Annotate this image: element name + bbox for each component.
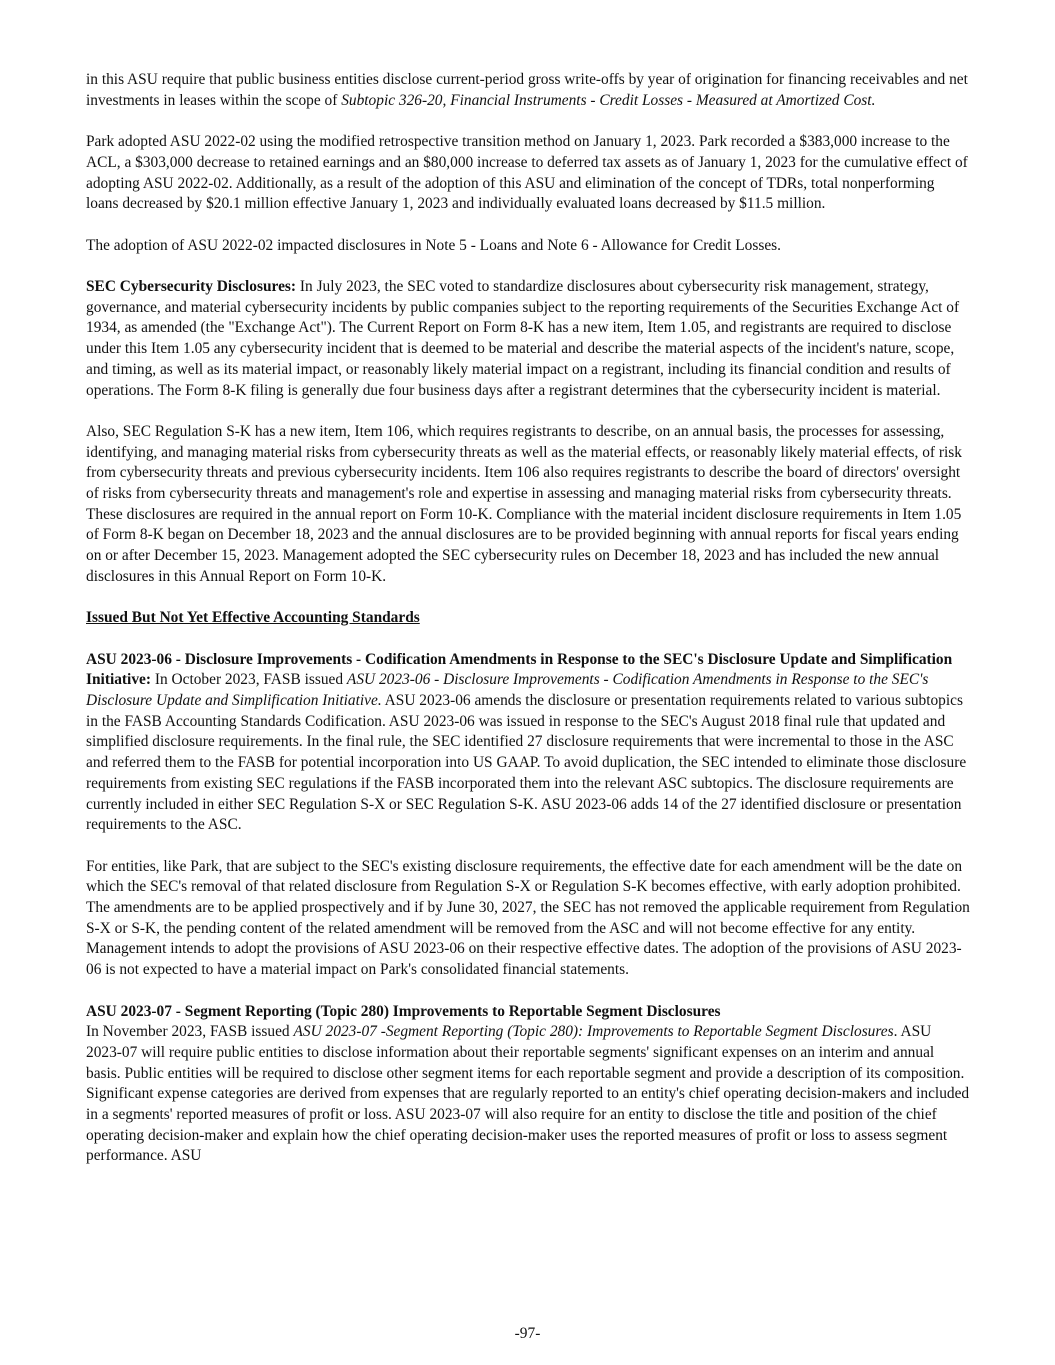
- asu-2023-06-title: ASU 2023-06 - Disclosure Improvements - Codification Amendments in Response to the SEC's Disclosure Update and Simplification Initiative:: [86, 650, 953, 689]
- paragraph-adoption-impact: The adoption of ASU 2022-02 impacted disclosures in Note 5 - Loans and Note 6 - Allowance for Credit Losses.: [86, 236, 782, 254]
- page-number: -97-: [514, 1325, 541, 1342]
- section-heading-issued-standards: Issued But Not Yet Effective Accounting Standards: [86, 609, 420, 627]
- asu-2023-06-reference: ASU 2023-06 - Disclosure Improvements - Codification Amendments in Response to the SEC's Disclosure Update and Simplification Initiative.: [86, 671, 929, 709]
- paragraph-asu-2022-02-writeoffs: in this ASU require that public business entities disclose current-period gross write-offs by year of origination for financing receivables and net investments in leases within the scope of Subtopic 326-20, Financial Instruments - Credit Losses - Measured at Amortized Cost.: [86, 71, 968, 109]
- sec-cybersecurity-title: SEC Cybersecurity Disclosures:: [86, 277, 297, 295]
- asu-2023-07-reference: ASU 2023-07 -Segment Reporting (Topic 280): Improvements to Reportable Segment Disclosures: [293, 1023, 894, 1041]
- asu-2023-07-title: ASU 2023-07 - Segment Reporting (Topic 280) Improvements to Reportable Segment Disclosures: [86, 1002, 721, 1020]
- paragraph-effective-date: For entities, like Park, that are subject to the SEC's existing disclosure requirements, the effective date for each amendment will be the date on which the SEC's removal of that related disclosure from Regulation S-X or Regulation S-K becomes effective, with early adoption prohibited. The amendments are to be applied prospectively and if by June 30, 2027, the SEC has not removed the applicable requirement from Regulation S-X or S-K, the pending content of the related amendment will be removed from the ASC and will not become effective for any entity. Management intends to adopt the provisions of ASU 2023-06 on their respective effective dates. The adoption of the provisions of ASU 2023-06 is not expected to have a material impact on Park's consolidated financial statements.: [86, 857, 970, 979]
- subtopic-326-20-reference: Subtopic 326-20, Financial Instruments - Credit Losses - Measured at Amortized Cost.: [341, 91, 876, 109]
- paragraph-sec-cybersecurity: SEC Cybersecurity Disclosures: In July 2023, the SEC voted to standardize disclosures about cybersecurity risk management, strategy, governance, and material cybersecurity incidents by public companies subject to the reporting requirements of the Securities Exchange Act of 1934, as amended (the "Exchange Act"). The Current Report on Form 8-K has a new item, Item 1.05, and registrants are required to disclose under this Item 1.05 any cybersecurity incident that is deemed to be material and describe the material aspects of the incident's nature, scope, and timing, as well as its material impact, or reasonably likely material impact on a registrant, including its financial condition and results of operations. The Form 8-K filing is generally due four business days after a registrant determines that the cybersecurity incident is material.: [86, 277, 960, 399]
- paragraph-park-adoption: Park adopted ASU 2022-02 using the modified retrospective transition method on January 1, 2023. Park recorded a $383,000 increase to the ACL, a $303,000 decrease to retained earnings and an $80,000 increase to deferred tax assets as of January 1, 2023 for the cumulative effect of adopting ASU 2022-02. Additionally, as a result of the adoption of this ASU and elimination of the concept of TDRs, total nonperforming loans decreased by $20.1 million effective January 1, 2023 and individually evaluated loans decreased by $11.5 million.: [86, 133, 968, 213]
- document-page: [86, 70, 970, 1188]
- paragraph-asu-2023-06: ASU 2023-06 - Disclosure Improvements - Codification Amendments in Response to the SEC's Disclosure Update and Simplification Initiative: In October 2023, FASB issued ASU 2023-06 - Disclosure Improvements - Codification Amendments in Response to the SEC's Disclosure Update and Simplification Initiative. ASU 2023-06 amends the disclosure or presentation requirements related to various subtopics in the FASB Accounting Standards Codification. ASU 2023-06 was issued in response to the SEC's August 2018 final rule that updated and simplified disclosure requirements. In the final rule, the SEC identified 27 disclosure requirements that were incremental to those in the ASC and referred them to the FASB for potential incorporation into US GAAP. To avoid duplication, the SEC intended to eliminate those disclosure requirements from existing SEC regulations if the FASB incorporated them into the relevant ASC subtopics. The disclosure requirements are currently included in either SEC Regulation S-X or SEC Regulation S-K. ASU 2023-06 adds 14 of the 27 identified disclosure or presentation requirements to the ASC.: [86, 650, 967, 834]
- paragraph-regulation-s-k: Also, SEC Regulation S-K has a new item, Item 106, which requires registrants to describe, on an annual basis, the processes for assessing, identifying, and managing material risks from cybersecurity threats as well as the material effects, or reasonably likely material effects, of risk from cybersecurity threats and previous cybersecurity incidents. Item 106 also requires registrants to describe the board of directors' oversight of risks from cybersecurity threats and management's role and expertise in assessing and managing material risks from cybersecurity threats. These disclosures are required in the annual report on Form 10-K. Compliance with the material incident disclosure requirements in Item 1.05 of Form 8-K began on December 18, 2023 and the annual disclosures are to be provided beginning with annual reports for fiscal years ending on or after December 15, 2023. Management adopted the SEC cybersecurity rules on December 18, 2023 and has included the new annual disclosures in this Annual Report on Form 10-K.: [86, 422, 962, 585]
- paragraph-asu-2023-07: In November 2023, FASB issued ASU 2023-07 -Segment Reporting (Topic 280): Improvements to Reportable Segment Disclosures. ASU 2023-07 will require public entities to disclose information about their reportable segments' significant expenses on an interim and annual basis. Public entities will be required to disclose other segment items for each reportable segment and provide a description of its composition. Significant expense categories are derived from expenses that are regularly reported to an entity's chief operating decision-makers and included in a segments' reported measures of profit or loss. ASU 2023-07 will also require for an entity to disclose the title and position of the chief operating decision-maker and explain how the chief operating decision-maker uses the reported measures of profit or loss to assess segment performance. ASU: [86, 1023, 970, 1165]
